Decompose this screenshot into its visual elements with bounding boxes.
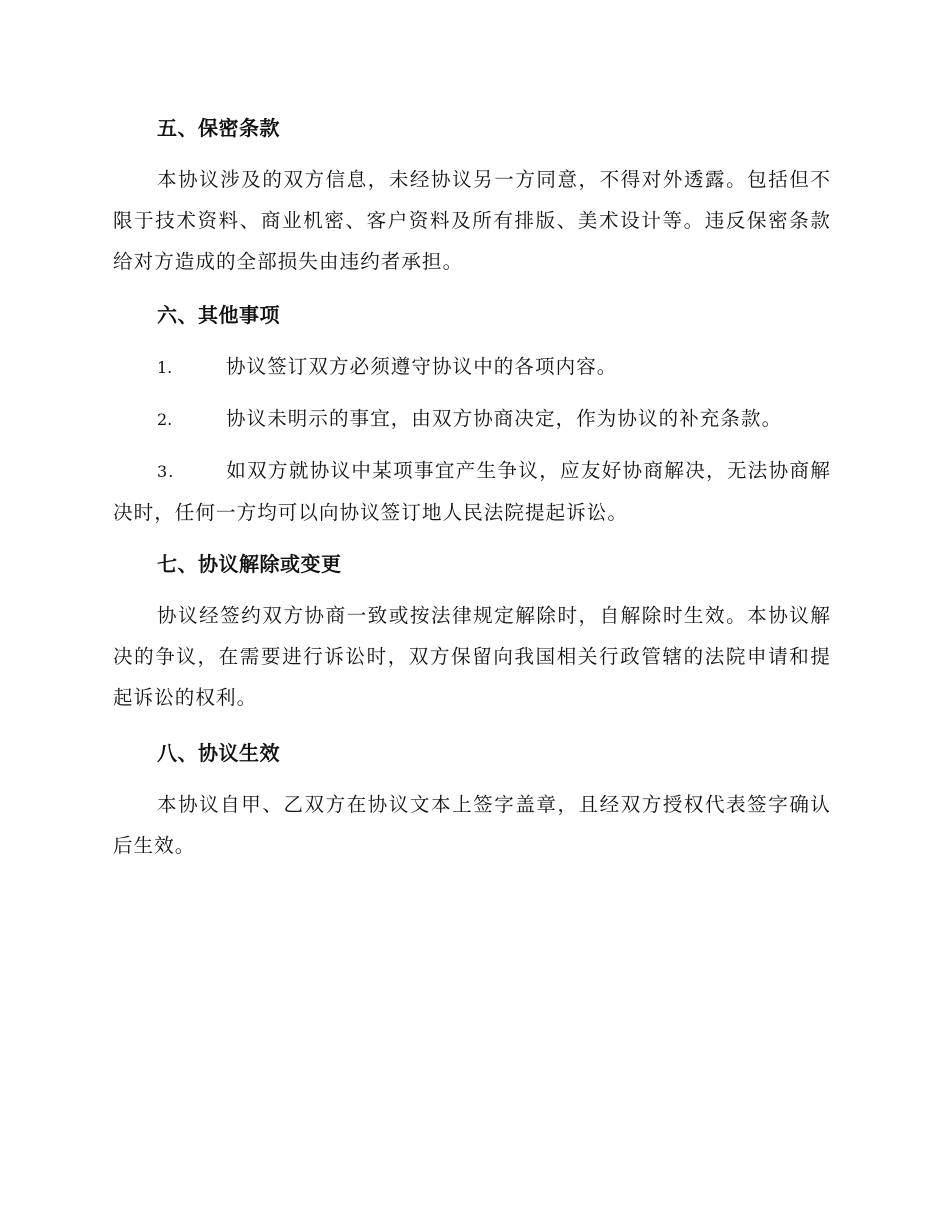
- list-item-number-2: 2.: [157, 410, 173, 429]
- list-item-text-2: 协议未明示的事宜，由双方协商决定，作为协议的补充条款。: [226, 407, 783, 430]
- section-paragraph-effectiveness: 本协议自甲、乙双方在协议文本上签字盖章，且经双方授权代表签字确认后生效。: [113, 793, 831, 857]
- list-item-text-3: 如双方就协议中某项事宜产生争议，应友好协商解决，无法协商解决时，任何一方均可以向协议签订地人民法院提起诉讼。: [113, 459, 831, 524]
- section-heading-termination: 七、协议解除或变更: [157, 552, 342, 576]
- list-item-number-3: 3.: [157, 462, 175, 481]
- section-heading-confidentiality: 五、保密条款: [157, 116, 280, 140]
- list-item-number-1: 1.: [157, 358, 173, 377]
- section-heading-other-matters: 六、其他事项: [157, 303, 280, 327]
- section-paragraph-termination: 协议经签约双方协商一致或按法律规定解除时，自解除时生效。本协议解决的争议，在需要进行诉讼时，双方保留向我国相关行政管辖的法院申请和提起诉讼的权利。: [113, 604, 831, 709]
- section-heading-effectiveness: 八、协议生效: [157, 741, 280, 765]
- section-paragraph-confidentiality: 本协议涉及的双方信息，未经协议另一方同意，不得对外透露。包括但不限于技术资料、商业机密、客户资料及所有排版、美术设计等。违反保密条款给对方造成的全部损失由违约者承担。: [113, 168, 831, 273]
- list-item-text-1: 协议签订双方必须遵守协议中的各项内容。: [226, 355, 618, 378]
- list-item-3: [113, 450, 831, 533]
